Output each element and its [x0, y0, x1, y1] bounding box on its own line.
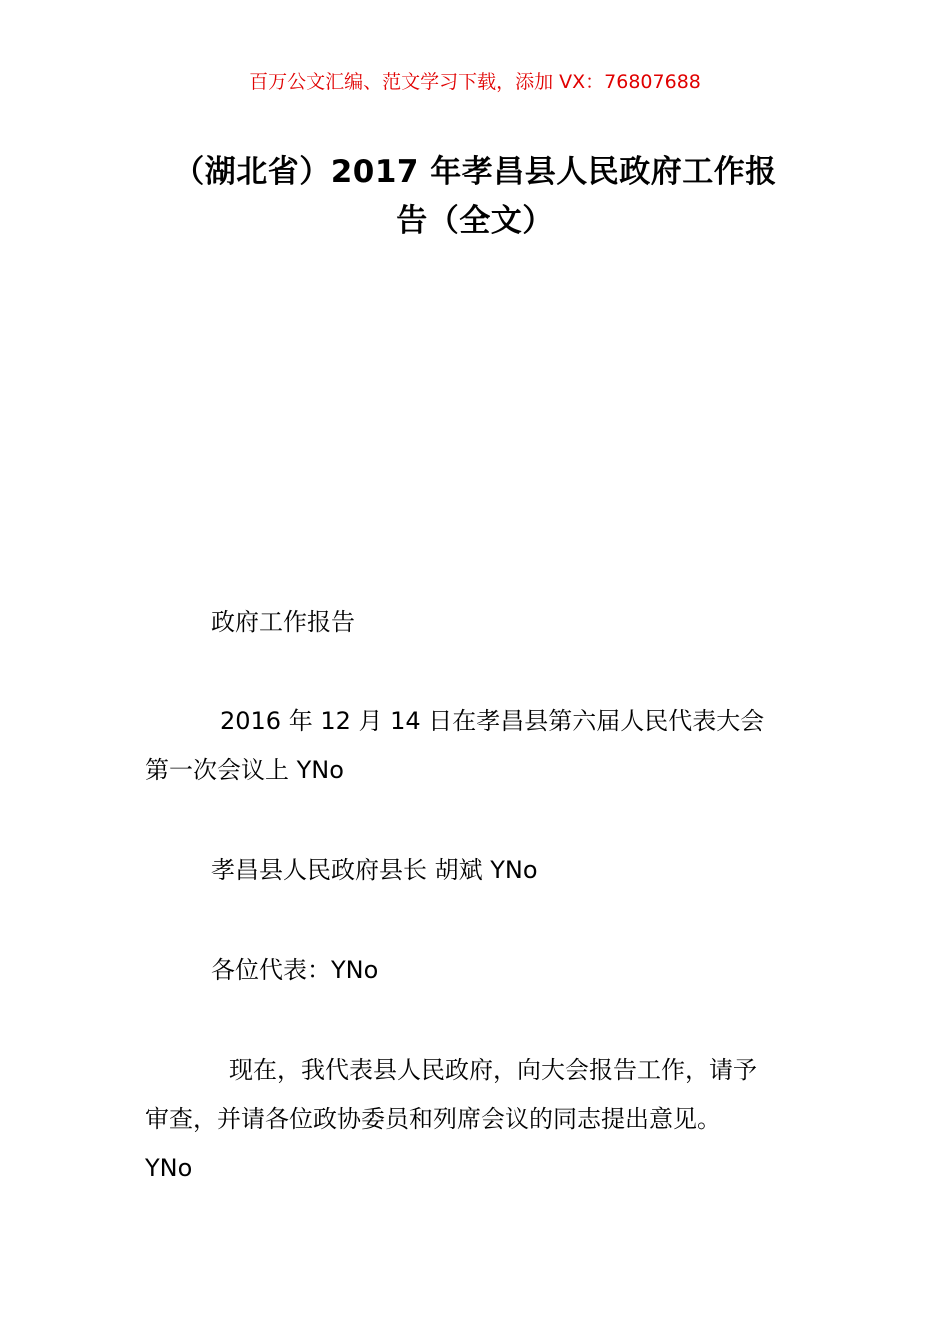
- paragraph-speaker: [145, 846, 815, 895]
- paragraph-line: 政府工作报告: [211, 608, 355, 636]
- header-promo-note: 百万公文汇编、范文学习下载，添加 VX：76807688: [249, 71, 701, 93]
- title-line-1: （湖北省）2017 年孝昌县人民政府工作报: [173, 154, 777, 190]
- paragraph-date-line: [145, 697, 815, 795]
- paragraph-line: 孝昌县人民政府县长 胡斌 YNo: [211, 856, 538, 884]
- paragraph-salutation: [145, 946, 815, 995]
- paragraph-line: YNo: [145, 1154, 193, 1182]
- paragraph-line: 各位代表：YNo: [211, 956, 379, 984]
- paragraph-opening: [145, 1046, 815, 1193]
- paragraph-line: 2016 年 12 月 14 日在孝昌县第六届人民代表大会: [220, 707, 765, 735]
- paragraph-line: 现在，我代表县人民政府，向大会报告工作，请予: [229, 1056, 757, 1084]
- title-line-2: 告（全文）: [396, 203, 554, 239]
- paragraph-line: 审查，并请各位政协委员和列席会议的同志提出意见。: [145, 1105, 721, 1133]
- document-title: [145, 148, 805, 246]
- paragraph-heading: [145, 598, 815, 647]
- paragraph-line: 第一次会议上 YNo: [145, 756, 344, 784]
